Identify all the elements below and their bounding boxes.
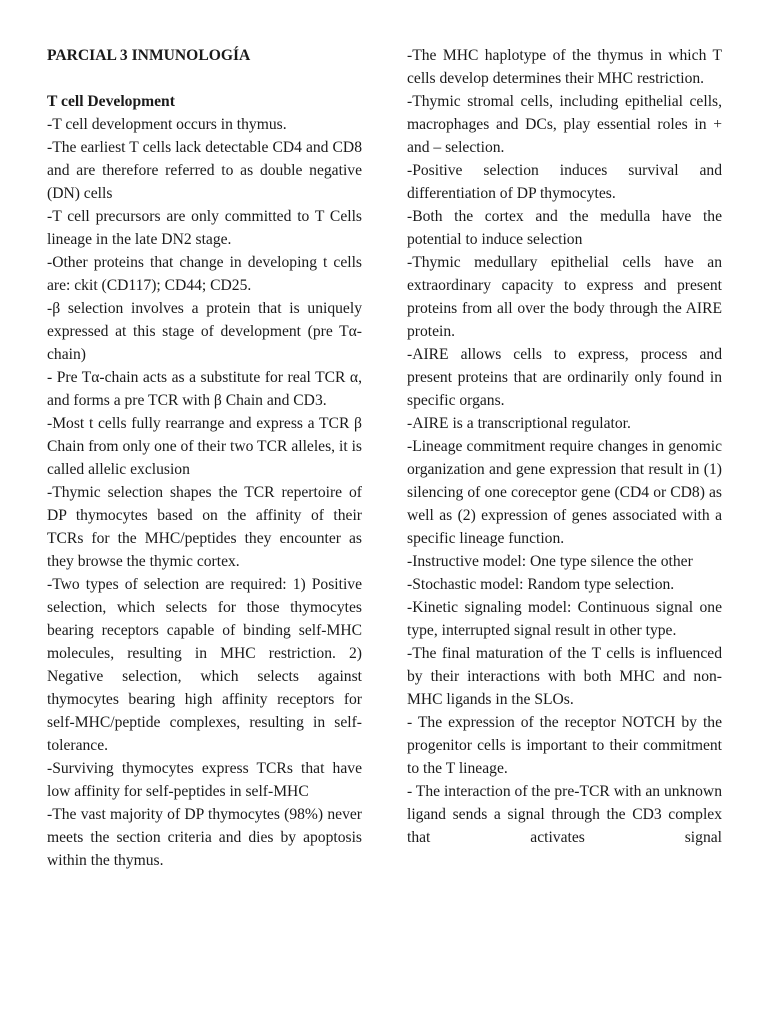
section-heading: T cell Development xyxy=(47,93,175,110)
paragraph: -Positive selection induces survival and differentiation of DP thymocytes. xyxy=(407,162,722,202)
right-column xyxy=(407,44,722,849)
paragraph: -The earliest T cells lack detectable CD4 and CD8 and are therefore referred to as double negative (DN) cells xyxy=(47,139,362,202)
document-title: PARCIAL 3 INMUNOLOGÍA xyxy=(47,47,251,64)
paragraph: -AIRE is a transcriptional regulator. xyxy=(407,415,631,432)
paragraph: -The MHC haplotype of the thymus in which T cells develop determines their MHC restriction. xyxy=(407,47,722,87)
paragraph: -T cell development occurs in thymus. xyxy=(47,116,287,133)
paragraph: - Pre Tα-chain acts as a substitute for real TCR α, and forms a pre TCR with β Chain and CD3. xyxy=(47,369,362,409)
paragraph: -Two types of selection are required: 1) Positive selection, which selects for those thymocytes bearing receptors capable of binding self-MHC molecules, resulting in MHC restriction. 2) Negative selection, which selects against thymocytes bearing high affinity receptors for self-MHC/peptide complexes, resulting in self-tolerance. xyxy=(47,576,362,754)
paragraph: -Stochastic model: Random type selection. xyxy=(407,576,675,593)
paragraph: -Thymic medullary epithelial cells have an extraordinary capacity to express and present proteins from all over the body through the AIRE protein. xyxy=(407,254,722,340)
paragraph: -Lineage commitment require changes in genomic organization and gene expression that result in (1) silencing of one coreceptor gene (CD4 or CD8) as well as (2) expression of genes associated with a specific lineage function. xyxy=(407,438,722,547)
paragraph: -The vast majority of DP thymocytes (98%) never meets the section criteria and dies by apoptosis within the thymus. xyxy=(47,806,362,869)
paragraph: -Surviving thymocytes express TCRs that have low affinity for self-peptides in self-MHC xyxy=(47,760,362,800)
paragraph: -Thymic selection shapes the TCR repertoire of DP thymocytes based on the affinity of their TCRs for the MHC/peptides they encounter as they browse the thymic cortex. xyxy=(47,484,362,570)
paragraph: -T cell precursors are only committed to T Cells lineage in the late DN2 stage. xyxy=(47,208,362,248)
paragraph: -Kinetic signaling model: Continuous signal one type, interrupted signal result in other type. xyxy=(407,599,722,639)
paragraph: - The interaction of the pre-TCR with an unknown ligand sends a signal through the CD3 complex that activates signal xyxy=(407,783,722,846)
paragraph: -AIRE allows cells to express, process and present proteins that are ordinarily only found in specific organs. xyxy=(407,346,722,409)
paragraph: -The final maturation of the T cells is influenced by their interactions with both MHC and non-MHC ligands in the SLOs. xyxy=(407,645,722,708)
paragraph: -Both the cortex and the medulla have the potential to induce selection xyxy=(407,208,722,248)
paragraph: -Most t cells fully rearrange and express a TCR β Chain from only one of their two TCR alleles, it is called allelic exclusion xyxy=(47,415,362,478)
paragraph: -Other proteins that change in developing t cells are: ckit (CD117); CD44; CD25. xyxy=(47,254,362,294)
paragraph: - The expression of the receptor NOTCH by the progenitor cells is important to their commitment to the T lineage. xyxy=(407,714,722,777)
paragraph: -β selection involves a protein that is uniquely expressed at this stage of development (pre Tα-chain) xyxy=(47,300,362,363)
paragraph: -Thymic stromal cells, including epithelial cells, macrophages and DCs, play essential roles in + and – selection. xyxy=(407,93,722,156)
paragraph: -Instructive model: One type silence the other xyxy=(407,553,693,570)
left-column xyxy=(47,44,362,872)
